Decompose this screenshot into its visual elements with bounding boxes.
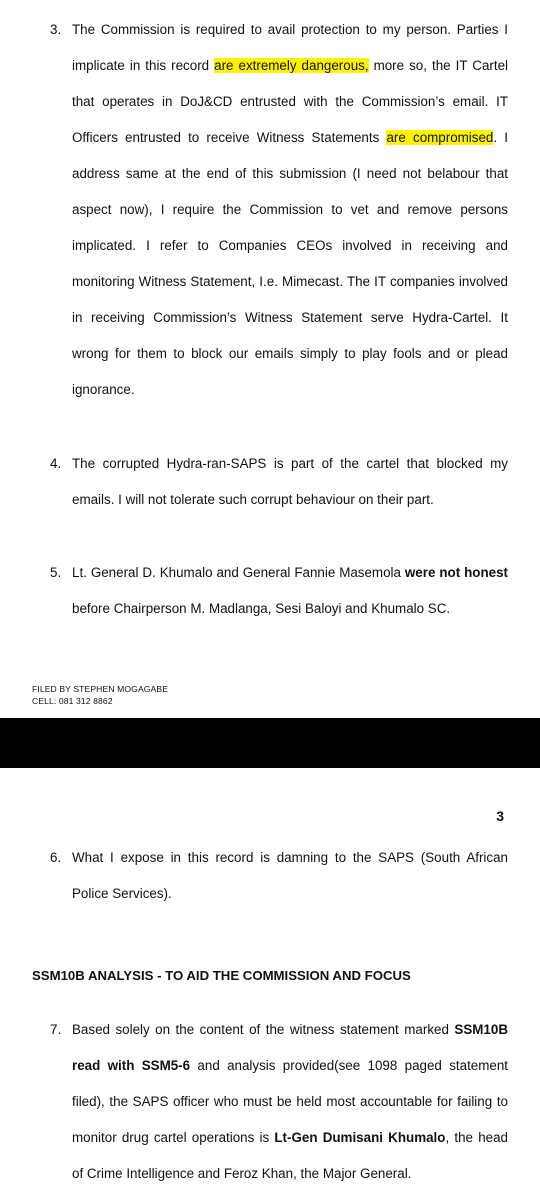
- footer-cell: CELL: 081 312 8862: [32, 696, 113, 706]
- paragraph-3: [50, 12, 508, 408]
- footer-filed-by: FILED BY STEPHEN MOGAGABE: [32, 684, 169, 694]
- paragraph-4: [50, 446, 508, 518]
- bold-text: Lt-Gen Dumisani Khumalo: [274, 1130, 446, 1145]
- paragraph-text: Based solely on the content of the witness statement marked SSM10B read with SSM5-6 and analysis provided(see 1098 paged statement filed), the SAPS officer who must be held most accountable for failing to monitor drug cartel operations is Lt-Gen Dumisani Khumalo, the head of Crime Intelligence and Feroz Khan, the Major General.: [72, 1022, 509, 1181]
- paragraph-number: 7.: [50, 1022, 62, 1037]
- paragraph-number: 6.: [50, 850, 62, 865]
- highlighted-text: are compromised: [386, 130, 494, 145]
- highlighted-text: are extremely dangerous,: [214, 58, 369, 73]
- paragraph-number: 3.: [50, 22, 62, 37]
- section-heading: SSM10B ANALYSIS - TO AID THE COMMISSION AND FOCUS: [32, 968, 411, 983]
- paragraph-6: [50, 840, 508, 912]
- bold-text: SSM10B read with SSM5-6: [72, 1022, 508, 1073]
- paragraph-text: The corrupted Hydra-ran-SAPS is part of the cartel that blocked my emails. I will not tolerate such corrupt behaviour on their part.: [72, 456, 508, 507]
- page-separator: [0, 718, 540, 768]
- paragraph-text: The Commission is required to avail protection to my person. Parties I implicate in this record are extremely dangerous, more so, the IT Cartel that operates in DoJ&CD entrusted with the Commission’s email. IT Officers entrusted to receive Witness Statements are compromised. I address same at the end of this submission (I need not belabour that aspect now), I require the Commission to vet and remove persons implicated. I refer to Companies CEOs involved in receiving and monitoring Witness Statement, I.e. Mimecast. The IT companies involved in receiving Commission’s Witness Statement serve Hydra-Cartel. It wrong for them to block our emails simply to play fools and or plead ignorance.: [72, 22, 509, 397]
- paragraph-5: [50, 555, 508, 627]
- paragraph-number: 4.: [50, 456, 62, 471]
- page-footer: [32, 683, 168, 707]
- page-number: 3: [496, 808, 504, 824]
- paragraph-number: 5.: [50, 565, 62, 580]
- bold-text: were not honest: [404, 565, 508, 580]
- document-page-2: [0, 768, 540, 1200]
- paragraph-text: Lt. General D. Khumalo and General Fannie Masemola were not honest before Chairperson M. Madlanga, Sesi Baloyi and Khumalo SC.: [72, 565, 508, 616]
- paragraph-7: [50, 1012, 508, 1192]
- paragraph-text: What I expose in this record is damning to the SAPS (South African Police Services).: [72, 850, 508, 901]
